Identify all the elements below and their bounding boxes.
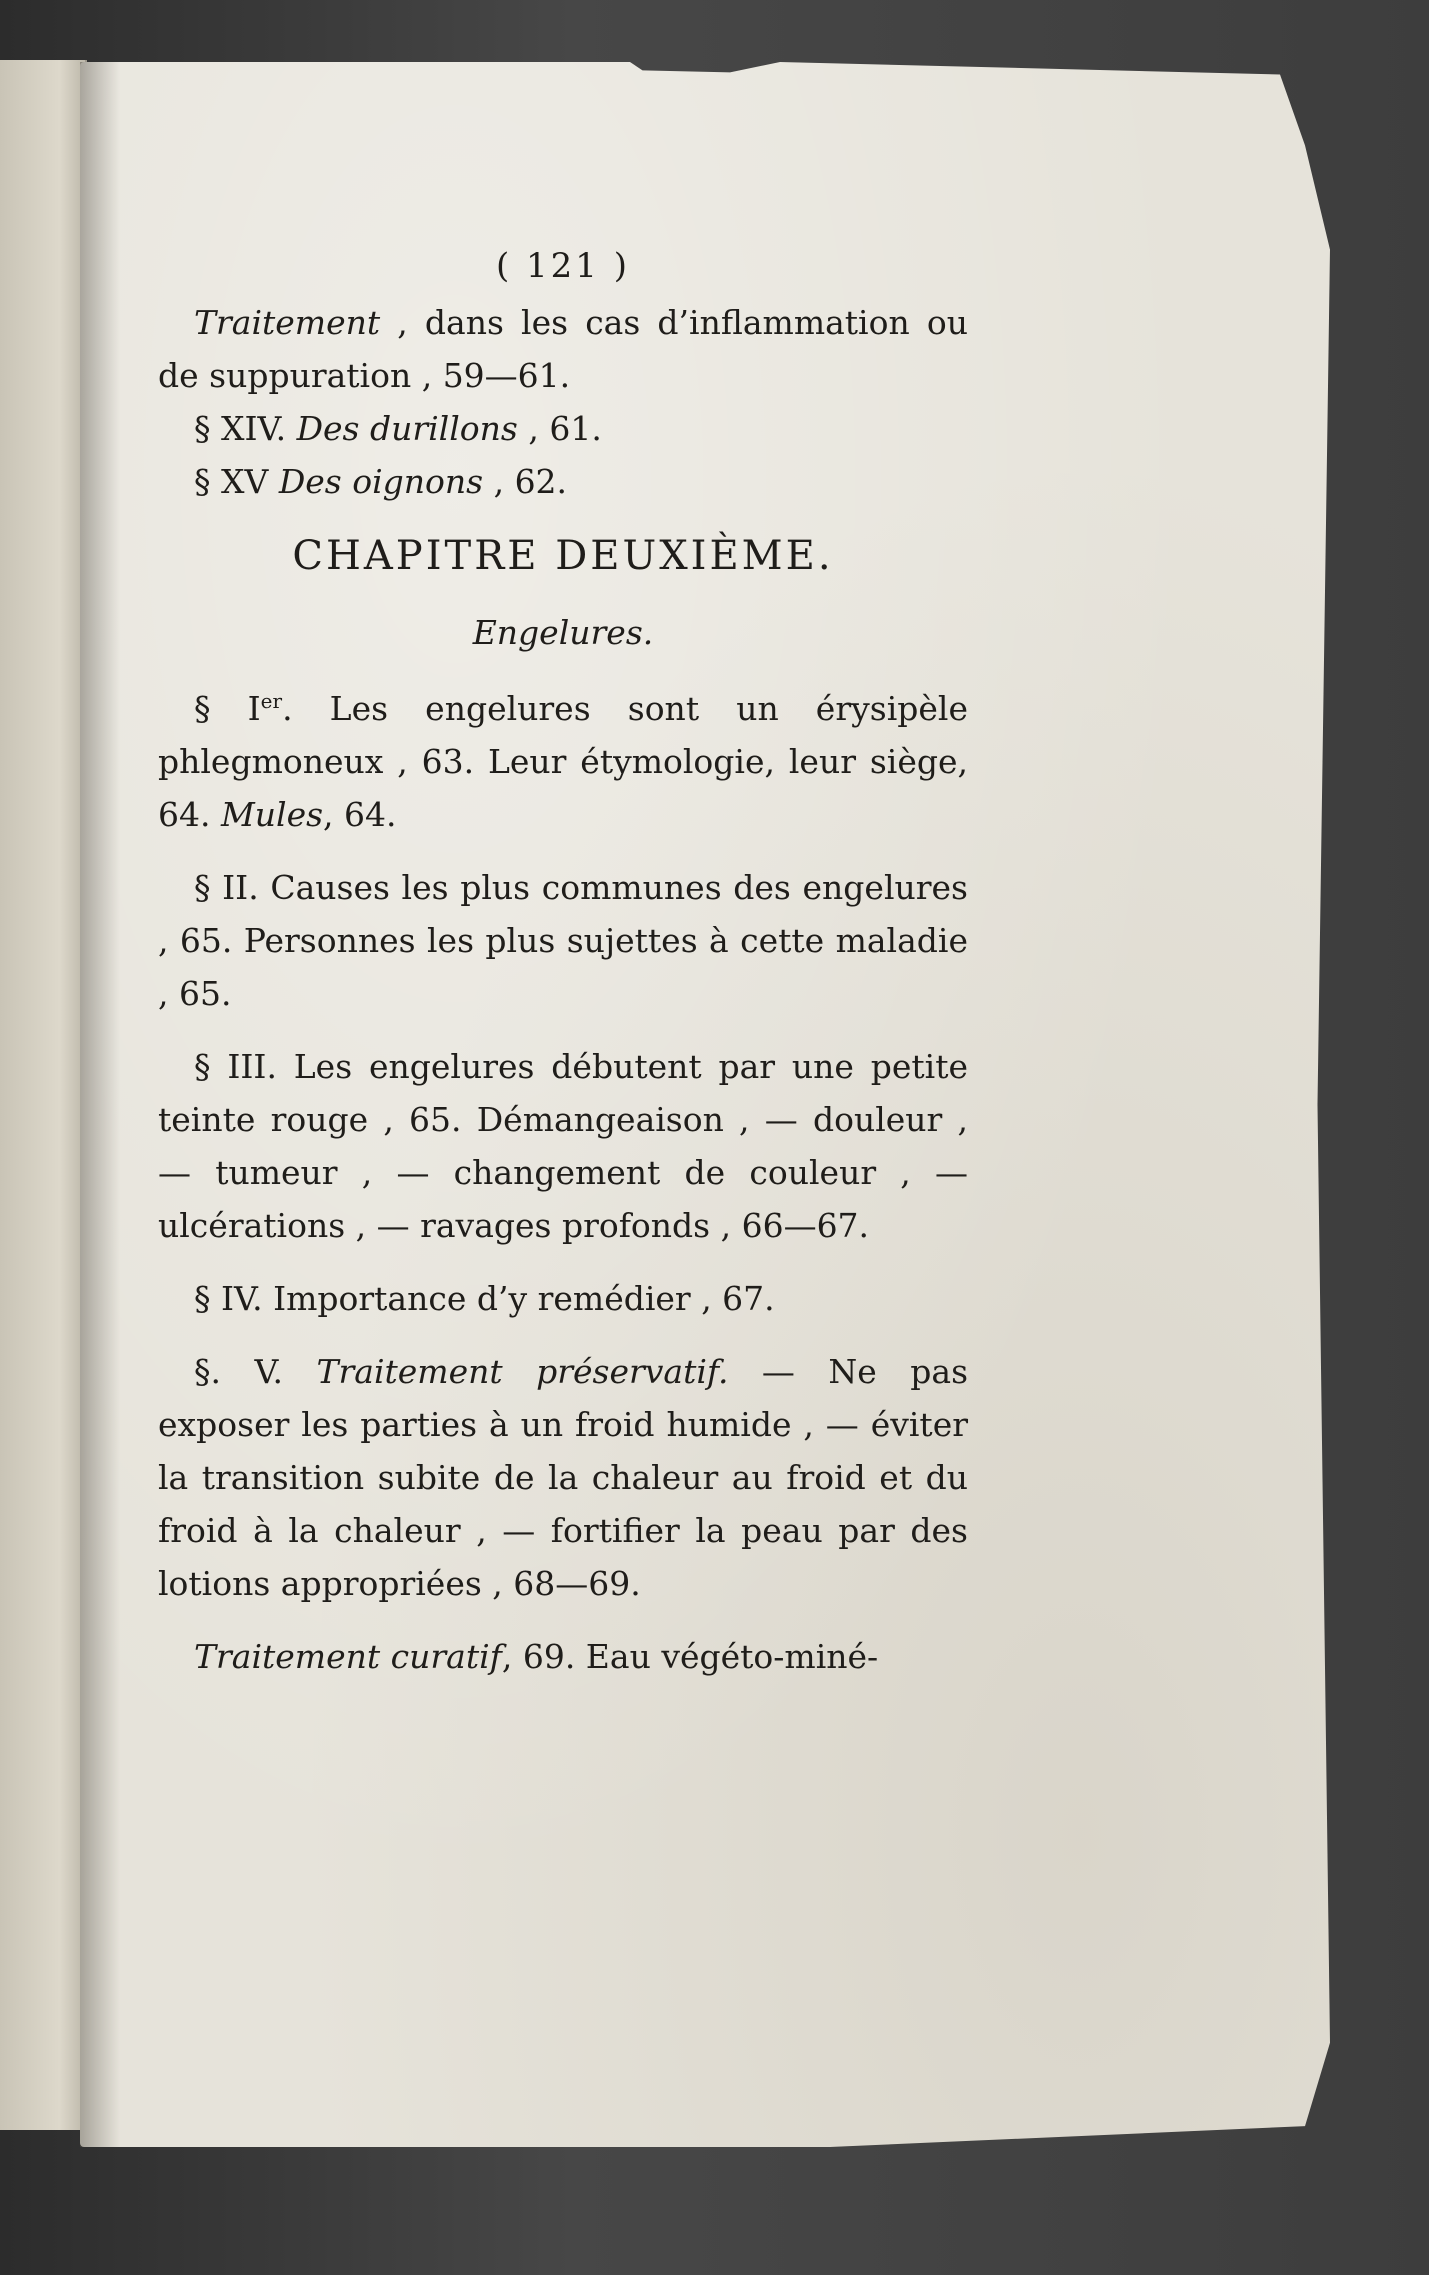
section-label: § I — [194, 689, 261, 728]
toc-entry-i — [158, 682, 968, 841]
section-label: §. V. — [194, 1352, 317, 1391]
toc-entry-traitement-curatif — [158, 1630, 968, 1683]
page-number: ( 121 ) — [495, 246, 631, 286]
entry-pages: , 62. — [483, 462, 568, 501]
facing-page-edge — [0, 60, 87, 2130]
entry-italic: Des oignons — [278, 462, 484, 501]
toc-entry-v — [158, 1345, 968, 1610]
chapter-subtitle: Engelures. — [472, 613, 654, 652]
entry-text: — Ne pas exposer les parties à un froid humide , — éviter la transition subite de la chaleur au froid et du froid à la chaleur , — fortifier la peau par des lotions appropriées , 68—69. — [158, 1352, 969, 1603]
chapter-title: CHAPITRE DEUXIÈME. — [292, 533, 834, 579]
entry-italic: Traitement préservatif. — [316, 1352, 729, 1391]
gutter-shadow — [80, 62, 120, 2147]
entry-text: , 69. Eau végéto-miné- — [501, 1637, 879, 1676]
entry-italic: Mules — [220, 795, 324, 834]
entry-italic: Traitement — [194, 303, 381, 342]
page-text — [158, 240, 968, 1683]
toc-entry-xv — [158, 455, 968, 508]
entry-italic: Traitement curatif — [194, 1637, 502, 1676]
entry-text: . Les engelures sont un érysipèle phlegmoneux , 63. Leur étymologie, leur siège, 64. — [158, 689, 968, 834]
ordinal-superscript: er — [260, 689, 283, 713]
toc-entry-iv: § IV. Importance d’y remédier , 67. — [194, 1279, 775, 1318]
entry-pages: , 64. — [323, 795, 397, 834]
toc-entry-iii: § III. Les engelures débutent par une petite teinte rouge , 65. Démangeaison , — douleur , — tumeur , — changement de couleur , — ulcérations , — ravages profonds , 66—67. — [158, 1047, 968, 1245]
toc-entry-ii: § II. Causes les plus communes des engelures , 65. Personnes les plus sujettes à cette maladie , 65. — [158, 868, 968, 1013]
entry-text: , dans les cas d’inflammation ou de suppuration , 59—61. — [158, 303, 968, 395]
section-label: § XV — [194, 462, 279, 501]
section-label: § XIV. — [194, 409, 297, 448]
entry-italic: Des durillons — [296, 409, 518, 448]
toc-entry-traitement — [158, 296, 968, 402]
toc-entry-xiv — [158, 402, 968, 455]
entry-pages: , 61. — [517, 409, 602, 448]
